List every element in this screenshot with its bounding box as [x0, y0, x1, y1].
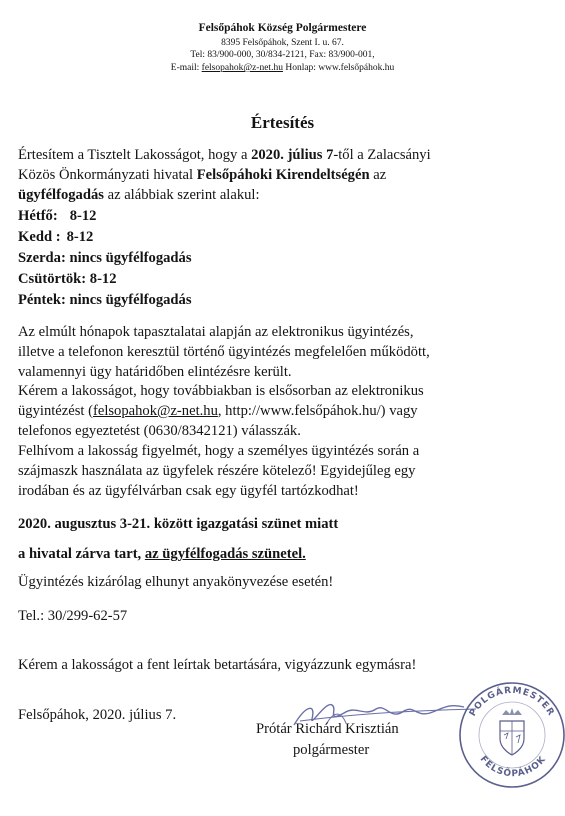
para-line-6: telefonos egyeztetést (0630/8342121) válasszák.: [18, 423, 301, 439]
schedule-day: Hétfő:: [18, 208, 58, 224]
para-line-8: szájmaszk használata az ügyfelek részére kötelező! Egyidejűleg egy: [18, 463, 416, 479]
homepage-link[interactable]: www.felsőpáhok.hu: [318, 63, 395, 73]
letterhead-phones: Tel: 83/900-000, 30/834-2121, Fax: 83/900-001,: [190, 50, 375, 60]
schedule-row-thursday: [18, 271, 117, 288]
schedule-hours: 8-12: [89, 271, 117, 287]
schedule-day: Csütörtök:: [18, 271, 87, 287]
letterhead-contact: [0, 63, 565, 73]
schedule-hours: 8-12: [66, 229, 94, 245]
schedule-hours: 8-12: [69, 208, 97, 224]
signer-name: Prótár Richárd Krisztián: [256, 721, 399, 737]
para-line-5: ügyintézést (felsopahok@z-net.hu, http://www.felsőpáhok.hu/) vagy: [18, 403, 418, 419]
notice-title: Értesítés: [250, 113, 315, 132]
svg-text:FELSŐPÁHOK: [478, 754, 549, 779]
email-label: E-mail:: [170, 63, 200, 73]
intro-line-2: Közös Önkormányzati hivatal Felsőpáhoki Kirendeltségén az: [18, 167, 387, 183]
schedule-row-tuesday: [18, 229, 93, 246]
closure-line-1: 2020. augusztus 3-21. között igazgatási szünet miatt: [18, 516, 339, 532]
intro-line-1: Értesítem a Tisztelt Lakosságot, hogy a 2020. július 7-től a Zalacsányi: [18, 147, 431, 163]
para-line-3: valamennyi ügy határidőben elintézésre került.: [18, 364, 292, 380]
schedule-row-wednesday: [18, 250, 192, 267]
letterhead-office: Felsőpáhok Község Polgármestere: [198, 22, 367, 34]
closing-line: Kérem a lakosságot a fent leírtak betartására, vigyázzunk egymásra!: [18, 657, 417, 673]
signer-role: polgármester: [293, 742, 370, 758]
stamp-top-text: POLGÁRMESTER: [467, 685, 557, 719]
intro-line-3: ügyfélfogadás az alábbiak szerint alakul:: [18, 187, 260, 203]
schedule-hours: nincs ügyfélfogadás: [69, 250, 192, 266]
schedule-row-monday: [18, 208, 96, 225]
schedule-day: Péntek:: [18, 292, 66, 308]
schedule-hours: nincs ügyfélfogadás: [69, 292, 192, 308]
stamp-bottom-text: FELSŐPÁHOK: [477, 754, 549, 780]
schedule-row-friday: [18, 292, 192, 309]
letterhead-address: 8395 Felsőpáhok, Szent I. u. 67.: [221, 38, 344, 48]
closure-line-3: Ügyintézés kizárólag elhunyt anyakönyvezése esetén!: [18, 574, 334, 590]
email-link-inline[interactable]: felsopahok@z-net.hu: [92, 403, 218, 419]
para-line-9: irodában és az ügyfélvárban csak egy ügyfél tartózkodhat!: [18, 483, 359, 499]
para-line-1: Az elmúlt hónapok tapasztalatai alapján az elektronikus ügyintézés,: [18, 324, 414, 340]
para-line-4: Kérem a lakosságot, hogy továbbiakban is elsősorban az elektronikus: [18, 383, 424, 399]
official-stamp: [454, 675, 565, 790]
place-date: Felsőpáhok, 2020. július 7.: [18, 707, 177, 723]
para-line-7: Felhívom a lakosság figyelmét, hogy a személyes ügyintézés során a: [18, 443, 420, 459]
para-line-2: illetve a telefonon keresztül történő ügyintézés megfelelően működött,: [18, 344, 430, 360]
closure-line-2: a hivatal zárva tart, az ügyfélfogadás szünetel.: [18, 546, 306, 562]
email-link[interactable]: felsopahok@z-net.hu: [201, 63, 283, 73]
schedule-day: Szerda:: [18, 250, 66, 266]
homepage-label: Honlap:: [285, 63, 316, 73]
closure-tel: Tel.: 30/299-62-57: [18, 608, 128, 624]
schedule-day: Kedd :: [18, 229, 61, 245]
